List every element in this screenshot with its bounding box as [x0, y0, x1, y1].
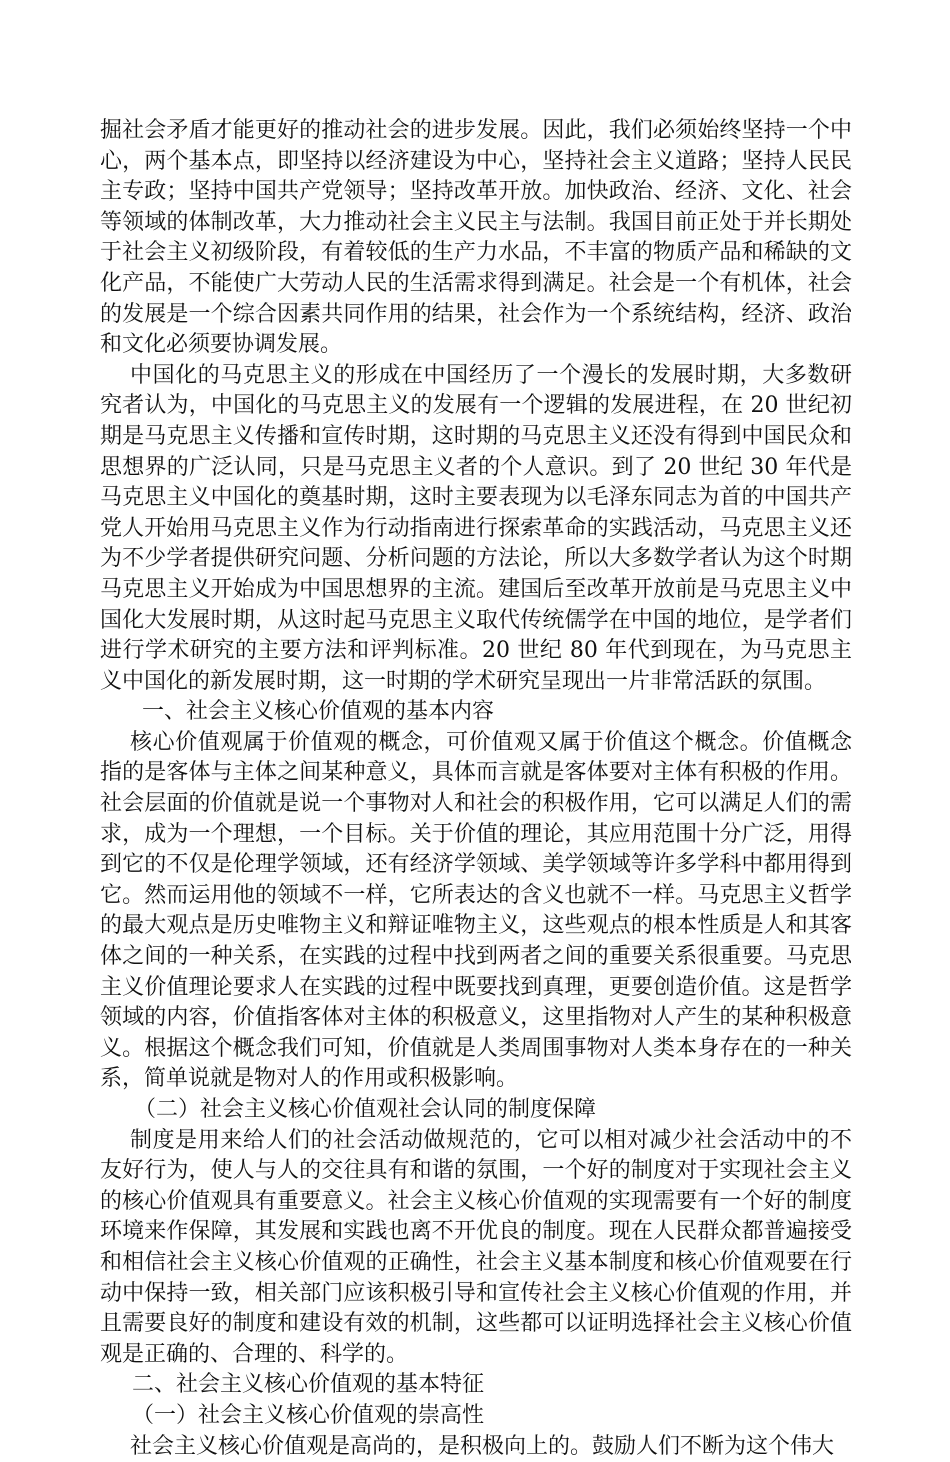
section-heading: 二、社会主义核心价值观的基本特征	[132, 1372, 485, 1398]
subsection-heading: （一）社会主义核心价值观的崇高性	[132, 1402, 485, 1428]
body-paragraph: 社会主义核心价值观是高尚的，是积极向上的。鼓励人们不断为这个伟大	[130, 1433, 835, 1459]
body-paragraph: 掘社会矛盾才能更好的推动社会的进步发展。因此，我们必须始终坚持一个中心，两个基本点，即坚持以经济建设为中心，坚持社会主义道路；坚持人民民主专政；坚持中国共产党领导；坚持改革开放。加快政治、经济、文化、社会等领域的体制改革，大力推动社会主义民主与法制。我国目前正处于并长期处于社会主义初级阶段，有着较低的生产力水品，不丰富的物质产品和稀缺的文化产品，不能使广大劳动人民的生活需求得到满足。社会是一个有机体，社会的发展是一个综合因素共同作用的结果，社会作为一个系统结构，经济、政治和文化必须要协调发展。	[100, 118, 852, 358]
body-paragraph: 中国化的马克思主义的形成在中国经历了一个漫长的发展时期，大多数研究者认为，中国化的马克思主义的发展有一个逻辑的发展进程，在 20 世纪初期是马克思主义传播和宣传时期，这时期的马克思主义还没有得到中国民众和思想界的广泛认同，只是马克思主义者的个人意识。到了 20 世纪 30 年代是马克思主义中国化的奠基时期，这时主要表现为以毛泽东同志为首的中国共产党人开始用马克思主义作为行动指南进行探索革命的实践活动，马克思主义还为不少学者提供研究问题、分析问题的方法论，所以大多数学者认为这个时期马克思主义开始成为中国思想界的主流。建国后至改革开放前是马克思主义中国化大发展时期，从这时起马克思主义取代传统儒学在中国的地位，是学者们进行学术研究的主要方法和评判标准。20 世纪 80 年代到现在，为马克思主义中国化的新发展时期，这一时期的学术研究呈现出一片非常活跃的氛围。	[100, 362, 852, 694]
body-paragraph: 制度是用来给人们的社会活动做规范的，它可以相对减少社会活动中的不友好行为，使人与人的交往具有和谐的氛围，一个好的制度对于实现社会主义的核心价值观具有重要意义。社会主义核心价值观的实现需要有一个好的制度环境来作保障，其发展和实践也离不开优良的制度。现在人民群众都普遍接受和相信社会主义核心价值观的正确性，社会主义基本制度和核心价值观要在行动中保持一致，相关部门应该积极引导和宣传社会主义核心价值观的作用，并且需要良好的制度和建设有效的机制，这些都可以证明选择社会主义核心价值观是正确的、合理的、科学的。	[100, 1127, 852, 1367]
body-paragraph: 核心价值观属于价值观的概念，可价值观又属于价值这个概念。价值概念指的是客体与主体之间某种意义，具体而言就是客体要对主体有积极的作用。社会层面的价值就是说一个事物对人和社会的积极作用，它可以满足人们的需求，成为一个理想，一个目标。关于价值的理论，其应用范围十分广泛，用得到它的不仅是伦理学领域，还有经济学领域、美学领域等许多学科中都用得到它。然而运用他的领域不一样，它所表达的含义也就不一样。马克思主义哲学的最大观点是历史唯物主义和辩证唯物主义，这些观点的根本性质是人和其客体之间的一种关系，在实践的过程中找到两者之间的重要关系很重要。马克思主义价值理论要求人在实践的过程中既要找到真理，更要创造价值。这是哲学领域的内容，价值指客体对主体的积极意义，这里指物对人产生的某种积极意义。根据这个概念我们可知，价值就是人类周围事物对人类本身存在的一种关系，简单说就是物对人的作用或积极影响。	[100, 729, 852, 1092]
document-page	[100, 116, 852, 1462]
section-heading: 一、社会主义核心价值观的基本内容	[142, 699, 495, 725]
subsection-heading: （二）社会主义核心价值观社会认同的制度保障	[134, 1097, 597, 1122]
